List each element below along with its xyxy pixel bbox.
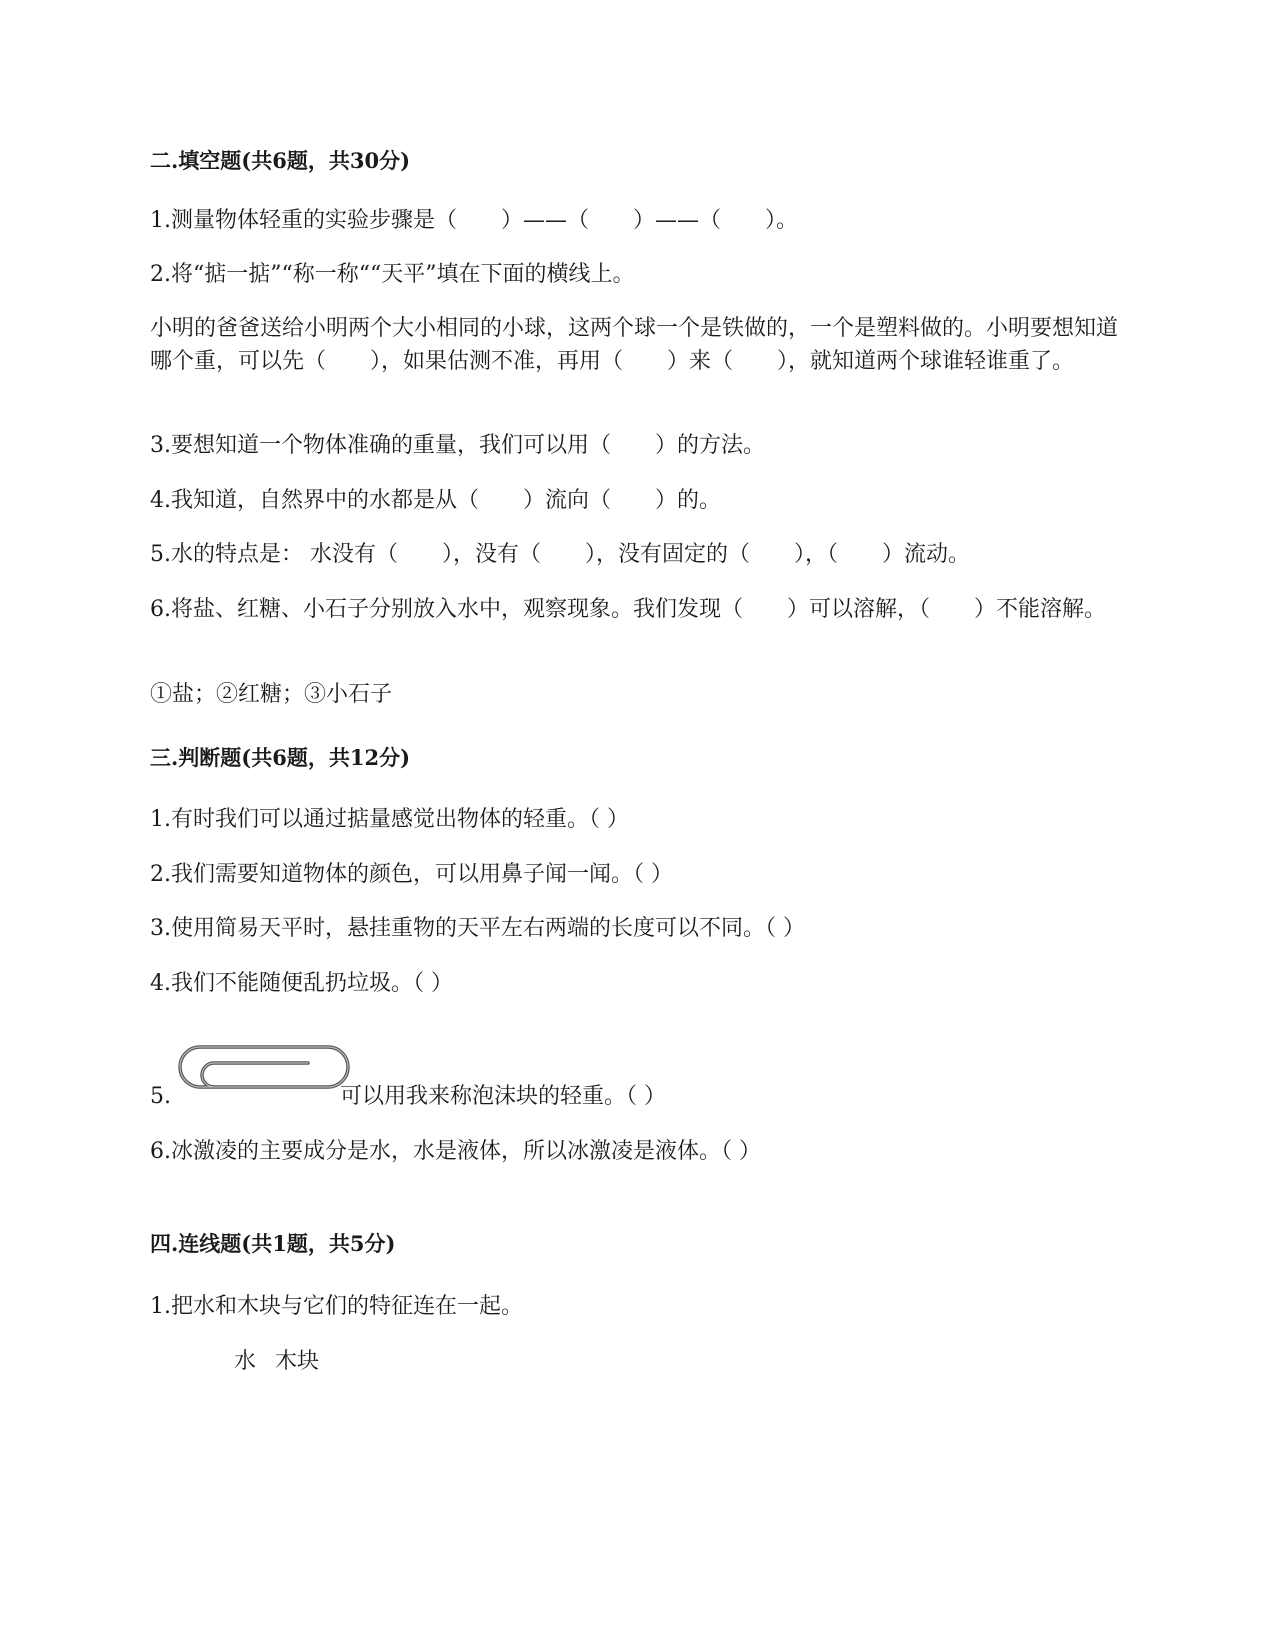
judge-question-3: 3.使用简易天平时，悬挂重物的天平左右两端的长度可以不同。（ ） (150, 916, 805, 941)
fill-question-2-passage: 小明的爸爸送给小明两个大小相同的小球，这两个球一个是铁做的，一个是塑料做的。小明要想知道哪个重，可以先（ ），如果估测不准，再用（ ）来（ ），就知道两个球谁轻谁重了。 (150, 316, 1119, 374)
paperclip-icon (176, 1040, 356, 1100)
judge-question-4: 4.我们不能随便乱扔垃圾。（ ） (150, 971, 453, 996)
section-heading-fill-in: 二.填空题(共6题，共30分) (150, 148, 411, 173)
fill-question-6: 6.将盐、红糖、小石子分别放入水中，观察现象。我们发现（ ）可以溶解，（ ）不能溶解。 (150, 597, 1106, 622)
match-item-wood: 木块 (275, 1349, 320, 1374)
fill-question-6-options: ①盐；②红糖；③小石子 (150, 682, 393, 707)
match-question-1: 1.把水和木块与它们的特征连在一起。 (150, 1294, 523, 1319)
fill-question-3: 3.要想知道一个物体准确的重量，我们可以用（ ）的方法。 (150, 433, 765, 458)
fill-question-1: 1.测量物体轻重的实验步骤是（ ）——（ ）——（ ）。 (150, 208, 798, 233)
fill-question-5: 5.水的特点是： 水没有（ ），没有（ ），没有固定的（ ），（ ）流动。 (150, 542, 970, 567)
judge-question-1: 1.有时我们可以通过掂量感觉出物体的轻重。（ ） (150, 807, 629, 832)
judge-question-2: 2.我们需要知道物体的颜色，可以用鼻子闻一闻。（ ） (150, 862, 673, 887)
match-item-water: 水 (234, 1349, 257, 1374)
fill-question-4: 4.我知道，自然界中的水都是从（ ）流向（ ）的。 (150, 488, 721, 513)
judge-question-6: 6.冰激凌的主要成分是水，水是液体，所以冰激凌是液体。（ ） (150, 1139, 761, 1164)
judge-question-5-number: 5. (150, 1084, 171, 1109)
fill-question-2: 2.将“掂一掂”“称一称““天平”填在下面的横线上。 (150, 262, 635, 287)
section-heading-matching: 四.连线题(共1题，共5分) (150, 1231, 396, 1256)
section-heading-true-false: 三.判断题(共6题，共12分) (150, 745, 411, 770)
judge-question-5-text: 可以用我来称泡沫块的轻重。（ ） (340, 1084, 666, 1109)
